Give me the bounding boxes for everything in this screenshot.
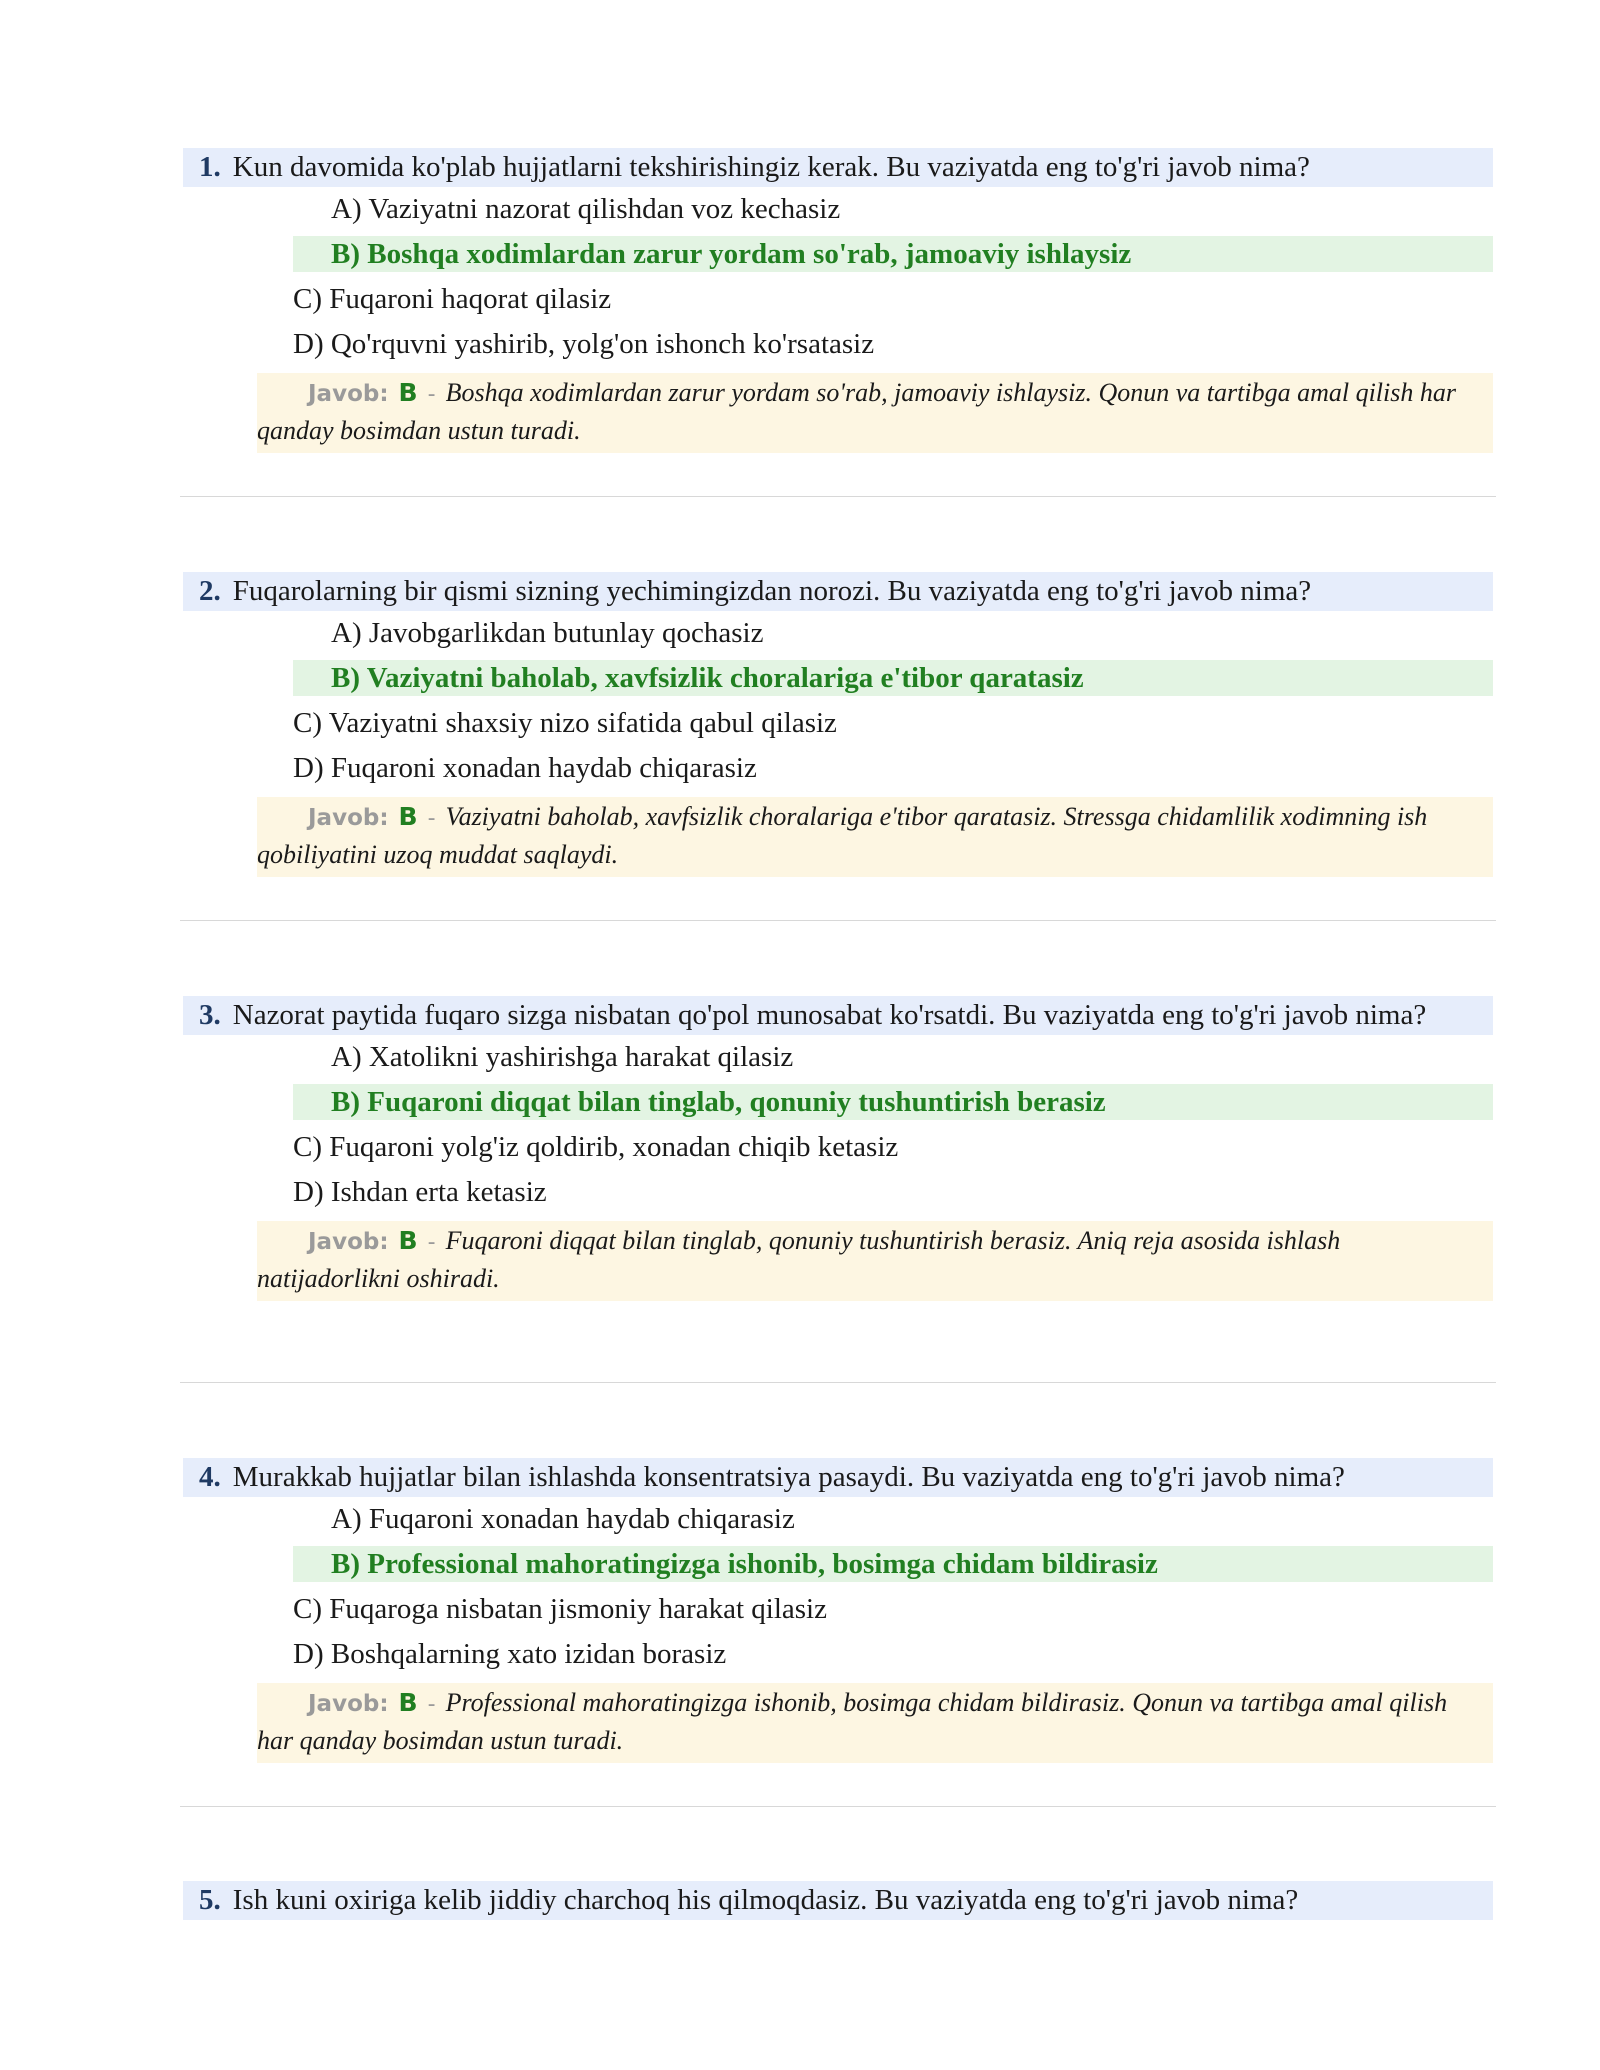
answer-label: Javob:: [308, 1229, 389, 1255]
answer-label: Javob:: [308, 805, 389, 831]
question-5: [183, 1881, 1493, 1920]
question-text-row: [183, 1458, 1493, 1497]
question-text-row: [183, 148, 1493, 187]
answer-text: Boshqa xodimlardan zarur yordam so'rab, jamoaviy ishlaysiz. Qonun va tartibga amal qilish har qanday bosimdan ustun turadi.: [257, 378, 1456, 445]
answer-separator: -: [427, 806, 436, 831]
option-d: D) Ishdan erta ketasiz: [293, 1176, 547, 1208]
option-a: A) Javobgarlikdan butunlay qochasiz: [331, 617, 764, 649]
answer-separator: -: [427, 1692, 436, 1717]
answer-letter: B: [398, 802, 418, 831]
option-b-correct: B) Fuqaroni diqqat bilan tinglab, qonuniy tushuntirish berasiz: [293, 1084, 1493, 1120]
option-c: C) Fuqaroni haqorat qilasiz: [293, 283, 612, 315]
option-a: A) Fuqaroni xonadan haydab chiqarasiz: [331, 1503, 795, 1535]
question-number: 1.: [199, 151, 221, 183]
divider: [180, 496, 1496, 497]
question-text: Kun davomida ko'plab hujjatlarni tekshirishingiz kerak. Bu vaziyatda eng to'g'ri javob nima?: [232, 151, 1310, 183]
option-c: C) Vaziyatni shaxsiy nizo sifatida qabul qilasiz: [293, 707, 837, 739]
question-text-row: [183, 996, 1493, 1035]
option-d: D) Boshqalarning xato izidan borasiz: [293, 1638, 727, 1670]
answer-text: Vaziyatni baholab, xavfsizlik choralariga e'tibor qaratasiz. Stressga chidamlilik xodimning ish qobiliyatini uzoq muddat saqlaydi.: [257, 802, 1428, 869]
option-a: A) Vaziyatni nazorat qilishdan voz kechasiz: [331, 193, 841, 225]
answer-letter: B: [398, 378, 418, 407]
question-3: [183, 996, 1493, 1301]
answer-letter: B: [398, 1688, 418, 1717]
option-b-correct: B) Vaziyatni baholab, xavfsizlik choralariga e'tibor qaratasiz: [293, 660, 1493, 696]
question-2: [183, 572, 1493, 877]
question-number: 2.: [199, 575, 221, 607]
answer-explanation: [257, 373, 1493, 453]
divider: [180, 1806, 1496, 1807]
option-c: C) Fuqaroni yolg'iz qoldirib, xonadan chiqib ketasiz: [293, 1131, 899, 1163]
answer-text: Professional mahoratingizga ishonib, bosimga chidam bildirasiz. Qonun va tartibga amal qilish har qanday bosimdan ustun turadi.: [257, 1688, 1448, 1755]
answer-separator: -: [427, 382, 436, 407]
option-d: D) Fuqaroni xonadan haydab chiqarasiz: [293, 752, 757, 784]
divider: [180, 1382, 1496, 1383]
divider: [180, 920, 1496, 921]
option-c: C) Fuqaroga nisbatan jismoniy harakat qilasiz: [293, 1593, 827, 1625]
option-b-correct: B) Boshqa xodimlardan zarur yordam so'rab, jamoaviy ishlaysiz: [293, 236, 1493, 272]
question-number: 3.: [199, 999, 221, 1031]
question-text-row: [183, 572, 1493, 611]
option-d: D) Qo'rquvni yashirib, yolg'on ishonch ko'rsatasiz: [293, 328, 875, 360]
question-text: Ish kuni oxiriga kelib jiddiy charchoq his qilmoqdasiz. Bu vaziyatda eng to'g'ri javob nima?: [232, 1884, 1299, 1916]
answer-explanation: [257, 797, 1493, 877]
answer-explanation: [257, 1683, 1493, 1763]
question-text-row: [183, 1881, 1493, 1920]
question-text: Nazorat paytida fuqaro sizga nisbatan qo'pol munosabat ko'rsatdi. Bu vaziyatda eng to'g'ri javob nima?: [232, 999, 1427, 1031]
question-number: 4.: [199, 1461, 221, 1493]
question-number: 5.: [199, 1884, 221, 1916]
answer-label: Javob:: [308, 381, 389, 407]
option-a: A) Xatolikni yashirishga harakat qilasiz: [331, 1041, 794, 1073]
option-b-correct: B) Professional mahoratingizga ishonib, bosimga chidam bildirasiz: [293, 1546, 1493, 1582]
question-text: Fuqarolarning bir qismi sizning yechimingizdan norozi. Bu vaziyatda eng to'g'ri javob nima?: [232, 575, 1312, 607]
answer-letter: B: [398, 1226, 418, 1255]
answer-label: Javob:: [308, 1691, 389, 1717]
question-4: [183, 1458, 1493, 1763]
answer-explanation: [257, 1221, 1493, 1301]
question-1: [183, 148, 1493, 453]
answer-separator: -: [427, 1230, 436, 1255]
answer-text: Fuqaroni diqqat bilan tinglab, qonuniy tushuntirish berasiz. Aniq reja asosida ishlash natijadorlikni oshiradi.: [257, 1226, 1341, 1293]
question-text: Murakkab hujjatlar bilan ishlashda konsentratsiya pasaydi. Bu vaziyatda eng to'g'ri javob nima?: [232, 1461, 1345, 1493]
